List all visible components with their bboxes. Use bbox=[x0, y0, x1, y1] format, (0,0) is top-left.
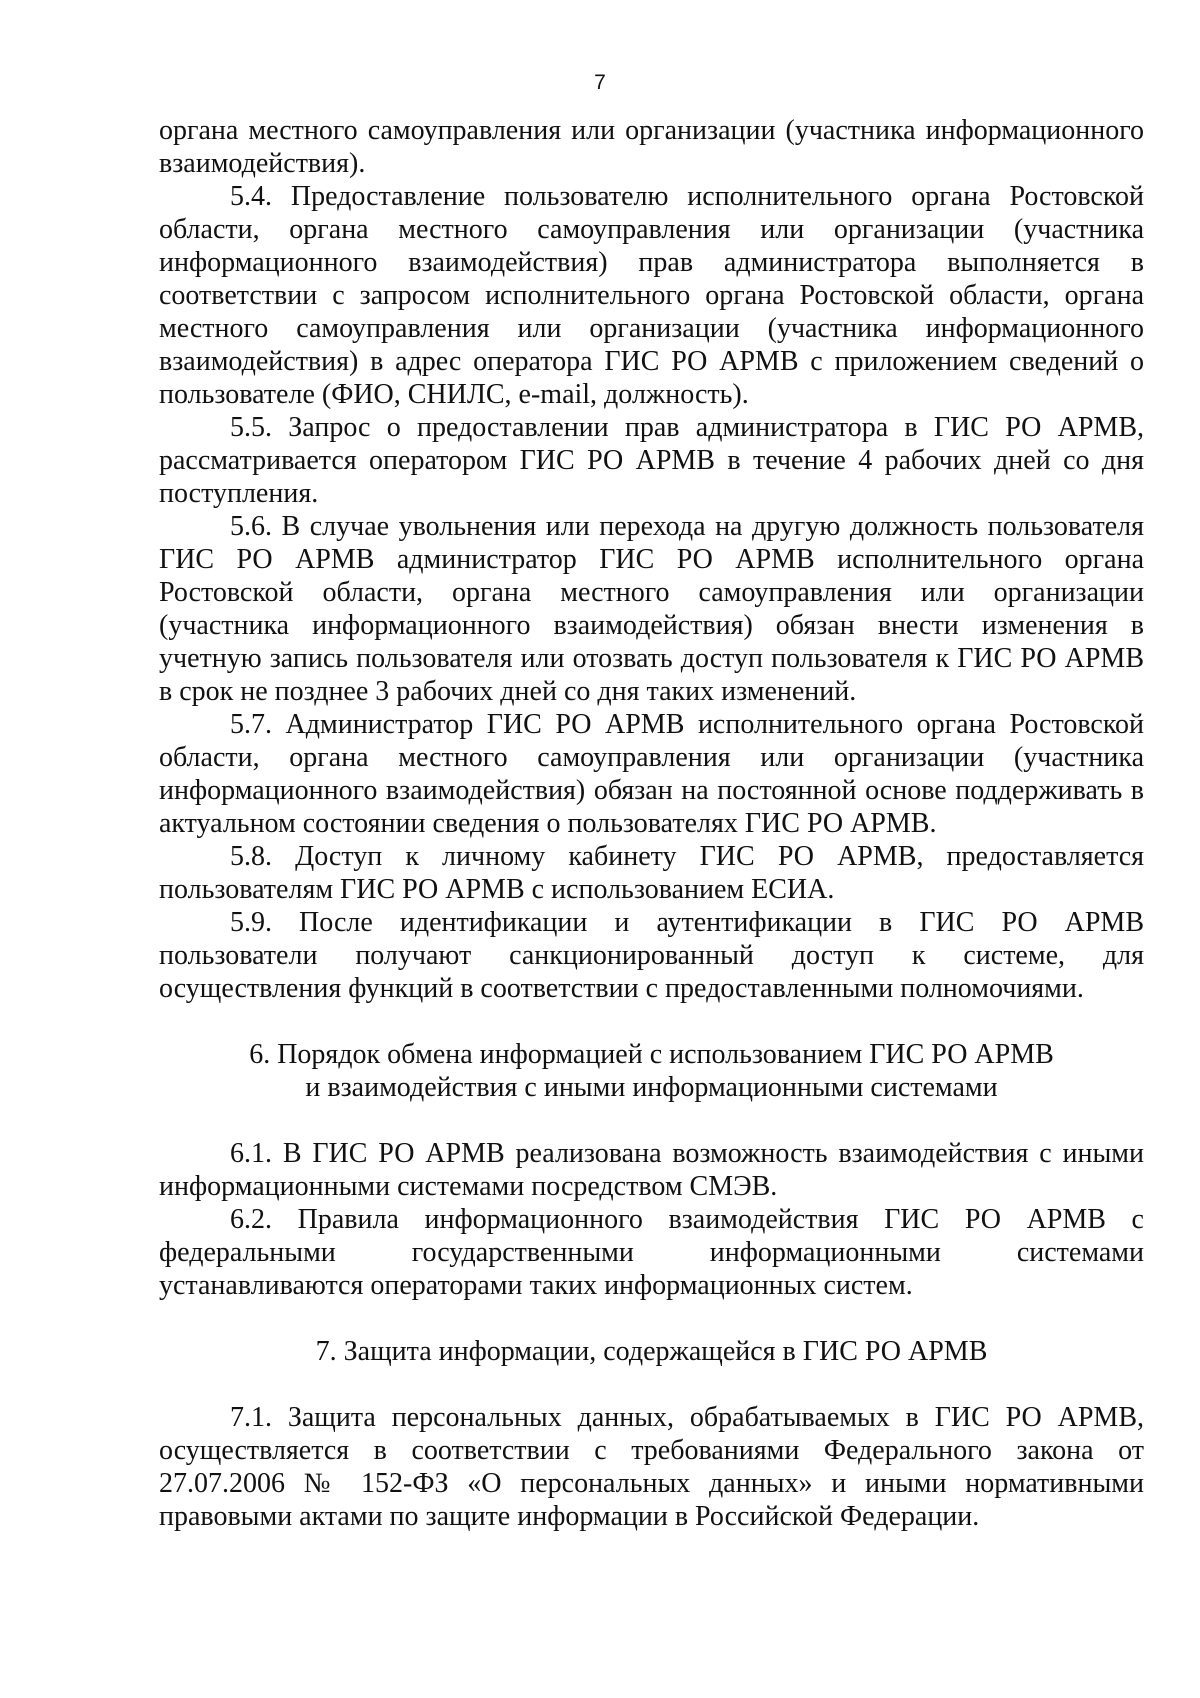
paragraph-5-7: 5.7. Администратор ГИС РО АРМВ исполнительного органа Ростовской области, органа местного самоуправления или организации (участника информационного взаимодействия) обязан на постоянной основе поддерживать в актуальном состоянии сведения о пользователях ГИС РО АРМВ. bbox=[159, 709, 1144, 839]
section-6-heading-line-2: и взаимодействия с иными информационными системами bbox=[305, 1072, 998, 1103]
paragraph-5-5: 5.5. Запрос о предоставлении прав администратора в ГИС РО АРМВ, рассматривается оператором ГИС РО АРМВ в течение 4 рабочих дней со дня поступления. bbox=[159, 412, 1144, 509]
section-6-heading-line-1: 6. Порядок обмена информацией с использованием ГИС РО АРМВ bbox=[249, 1039, 1054, 1070]
paragraph-5-4: 5.4. Предоставление пользователю исполнительного органа Ростовской области, органа местного самоуправления или организации (участника информационного взаимодействия) прав администратора выполняется в соответствии с запросом исполнительного органа Ростовской области, органа местного самоуправления или организации (участника информационного взаимодействия) в адрес оператора ГИС РО АРМВ с приложением сведений о пользователе (ФИО, СНИЛС, e-mail, должность). bbox=[159, 181, 1144, 410]
paragraph-6-2: 6.2. Правила информационного взаимодействия ГИС РО АРМВ с федеральными государственными информационными системами устанавливаются операторами таких информационных систем. bbox=[159, 1204, 1144, 1301]
paragraph-5-9: 5.9. После идентификации и аутентификации в ГИС РО АРМВ пользователи получают санкционированный доступ к системе, для осуществления функций в соответствии с предоставленными полномочиями. bbox=[159, 907, 1144, 1004]
paragraph-5-6: 5.6. В случае увольнения или перехода на другую должность пользователя ГИС РО АРМВ администратор ГИС РО АРМВ исполнительного органа Ростовской области, органа местного самоуправления или организации (участника информационного взаимодействия) обязан внести изменения в учетную запись пользователя или отозвать доступ пользователя к ГИС РО АРМВ в срок не позднее 3 рабочих дней со дня таких изменений. bbox=[159, 511, 1144, 707]
document-body bbox=[159, 114, 1144, 1533]
page-number: 7 bbox=[594, 71, 606, 94]
paragraph-6-1: 6.1. В ГИС РО АРМВ реализована возможность взаимодействия с иными информационными системами посредством СМЭВ. bbox=[159, 1138, 1144, 1202]
paragraph-continuation: органа местного самоуправления или организации (участника информационного взаимодействия). bbox=[159, 115, 1144, 179]
section-6-heading bbox=[159, 1038, 1144, 1104]
paragraph-5-8: 5.8. Доступ к личному кабинету ГИС РО АРМВ, предоставляется пользователям ГИС РО АРМВ с использованием ЕСИА. bbox=[159, 841, 1144, 905]
paragraph-7-1: 7.1. Защита персональных данных, обрабатываемых в ГИС РО АРМВ, осуществляется в соответствии с требованиями Федерального закона от 27.07.2006 № 152-ФЗ «О персональных данных» и иными нормативными правовыми актами по защите информации в Российской Федерации. bbox=[159, 1402, 1144, 1532]
section-7-heading: 7. Защита информации, содержащейся в ГИС РО АРМВ bbox=[315, 1336, 988, 1367]
